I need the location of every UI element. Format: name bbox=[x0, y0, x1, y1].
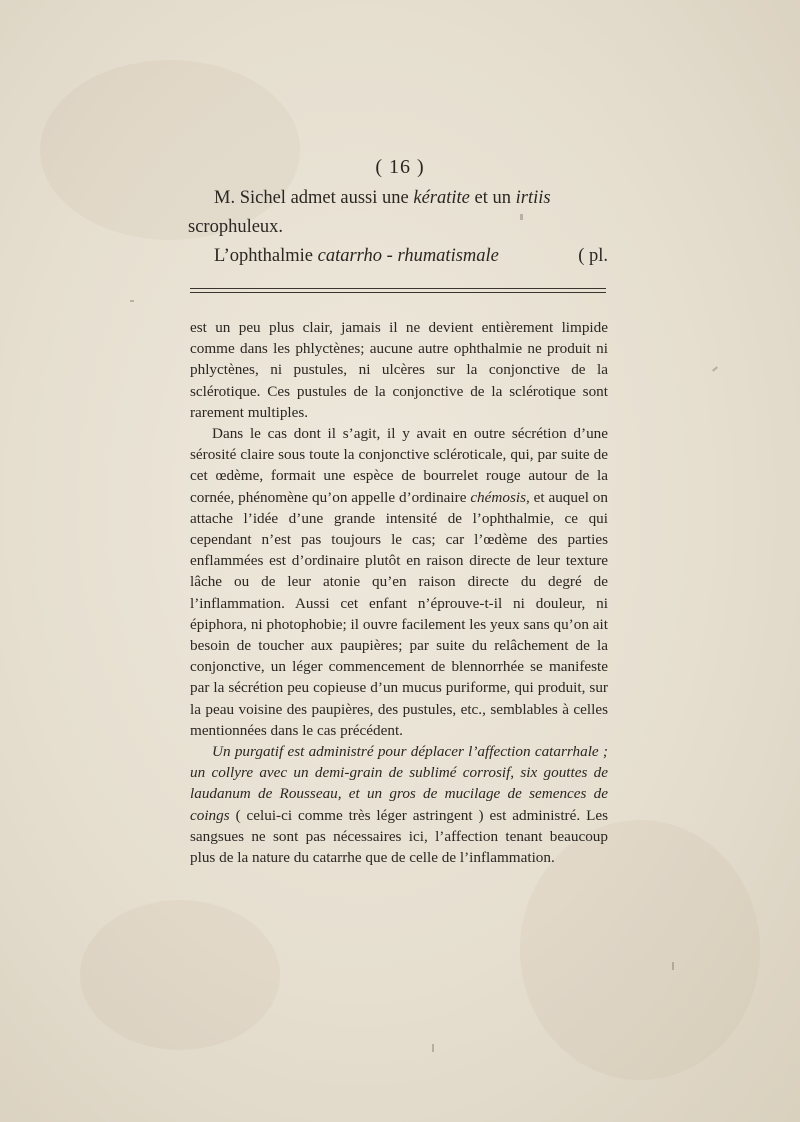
ink-speck bbox=[432, 1044, 434, 1052]
heading-text: M. Sichel admet aussi une bbox=[214, 188, 414, 208]
heading-line-2: scrophuleux. bbox=[188, 217, 284, 237]
heading-line-1 bbox=[188, 184, 608, 213]
paragraph-text: Dans le cas dont il s’agit, il y avait en outre sécrétion d’une sérosité claire sous toute la conjonctive scléroticale, qui, par suite de cet œdème, formait une espèce de bourrelet rouge autour de la cornée, phénomène qu’on appelle d’ordinaire bbox=[190, 425, 608, 506]
heading-line-3 bbox=[188, 242, 608, 271]
ink-speck bbox=[672, 962, 674, 970]
paper-stain bbox=[80, 900, 280, 1050]
footnote-rule bbox=[190, 292, 606, 293]
keratite-term: kératite bbox=[413, 188, 470, 208]
heading-text: ( pl. bbox=[578, 246, 608, 266]
catarrho-term: catarrho - rhumatismale bbox=[317, 246, 499, 266]
body-text bbox=[190, 317, 608, 868]
paragraph-1: est un peu plus clair, jamais il ne devient entièrement limpide comme dans les phlyctènes; aucune autre ophthalmie ne produit ni phlyctènes, ni pustules, ni ulcères sur la conjonctive de la sclérotique. Ces pustules de la conjonctive de la sclérotique sont rarement multiples. bbox=[190, 319, 608, 421]
heading-block bbox=[188, 184, 608, 271]
page-number: ( 16 ) bbox=[375, 156, 425, 178]
ink-speck bbox=[130, 300, 134, 302]
iritis-term: irtiis bbox=[515, 188, 551, 208]
paragraph-2 bbox=[190, 423, 608, 741]
treatment-text: Un purgatif est administré pour déplacer l’affection catarrhale ; un collyre avec un demi-grain de sublimé corrosif, six gouttes de laudanum de Rousseau, et un gros de mucilage de semences de coings bbox=[190, 743, 608, 824]
footnote-rule bbox=[190, 288, 606, 289]
heading-text: L’ophthalmie bbox=[214, 246, 318, 266]
chemosis-term: chémosis bbox=[470, 488, 526, 506]
ink-speck bbox=[712, 366, 718, 371]
heading-text: et un bbox=[469, 188, 516, 208]
paragraph-text: , et auquel on attache l’idée d’une grande intensité de l’ophthalmie, ce qui cependant n’est pas toujours le cas; car l’œdème des parties enflammées est d’ordinaire plutôt en raison directe de leur texture lâche ou de leur atonie qu’en raison directe du degré de l’inflammation. Aussi cet enfant n’éprouve-t-il ni douleur, ni épiphora, ni photophobie; il ouvre facilement les yeux sans qu’on ait besoin de toucher aux paupières; par suite du relâchement de la conjonctive, un léger commencement de blennorrhée se manifeste par la sécrétion peu copieuse d’un mucus puriforme, qui produit, sur la peau voisine des paupières, des pustules, etc., semblables à celles mentionnées dans le cas précédent. bbox=[190, 488, 608, 739]
paragraph-text: ( celui-ci comme très léger astringent ) est administré. Les sangsues ne sont pas nécessaires ici, l’affection tenant beaucoup plus de la nature du catarrhe que de celle de l’inflammation. bbox=[190, 806, 608, 867]
paragraph-3 bbox=[190, 741, 608, 868]
